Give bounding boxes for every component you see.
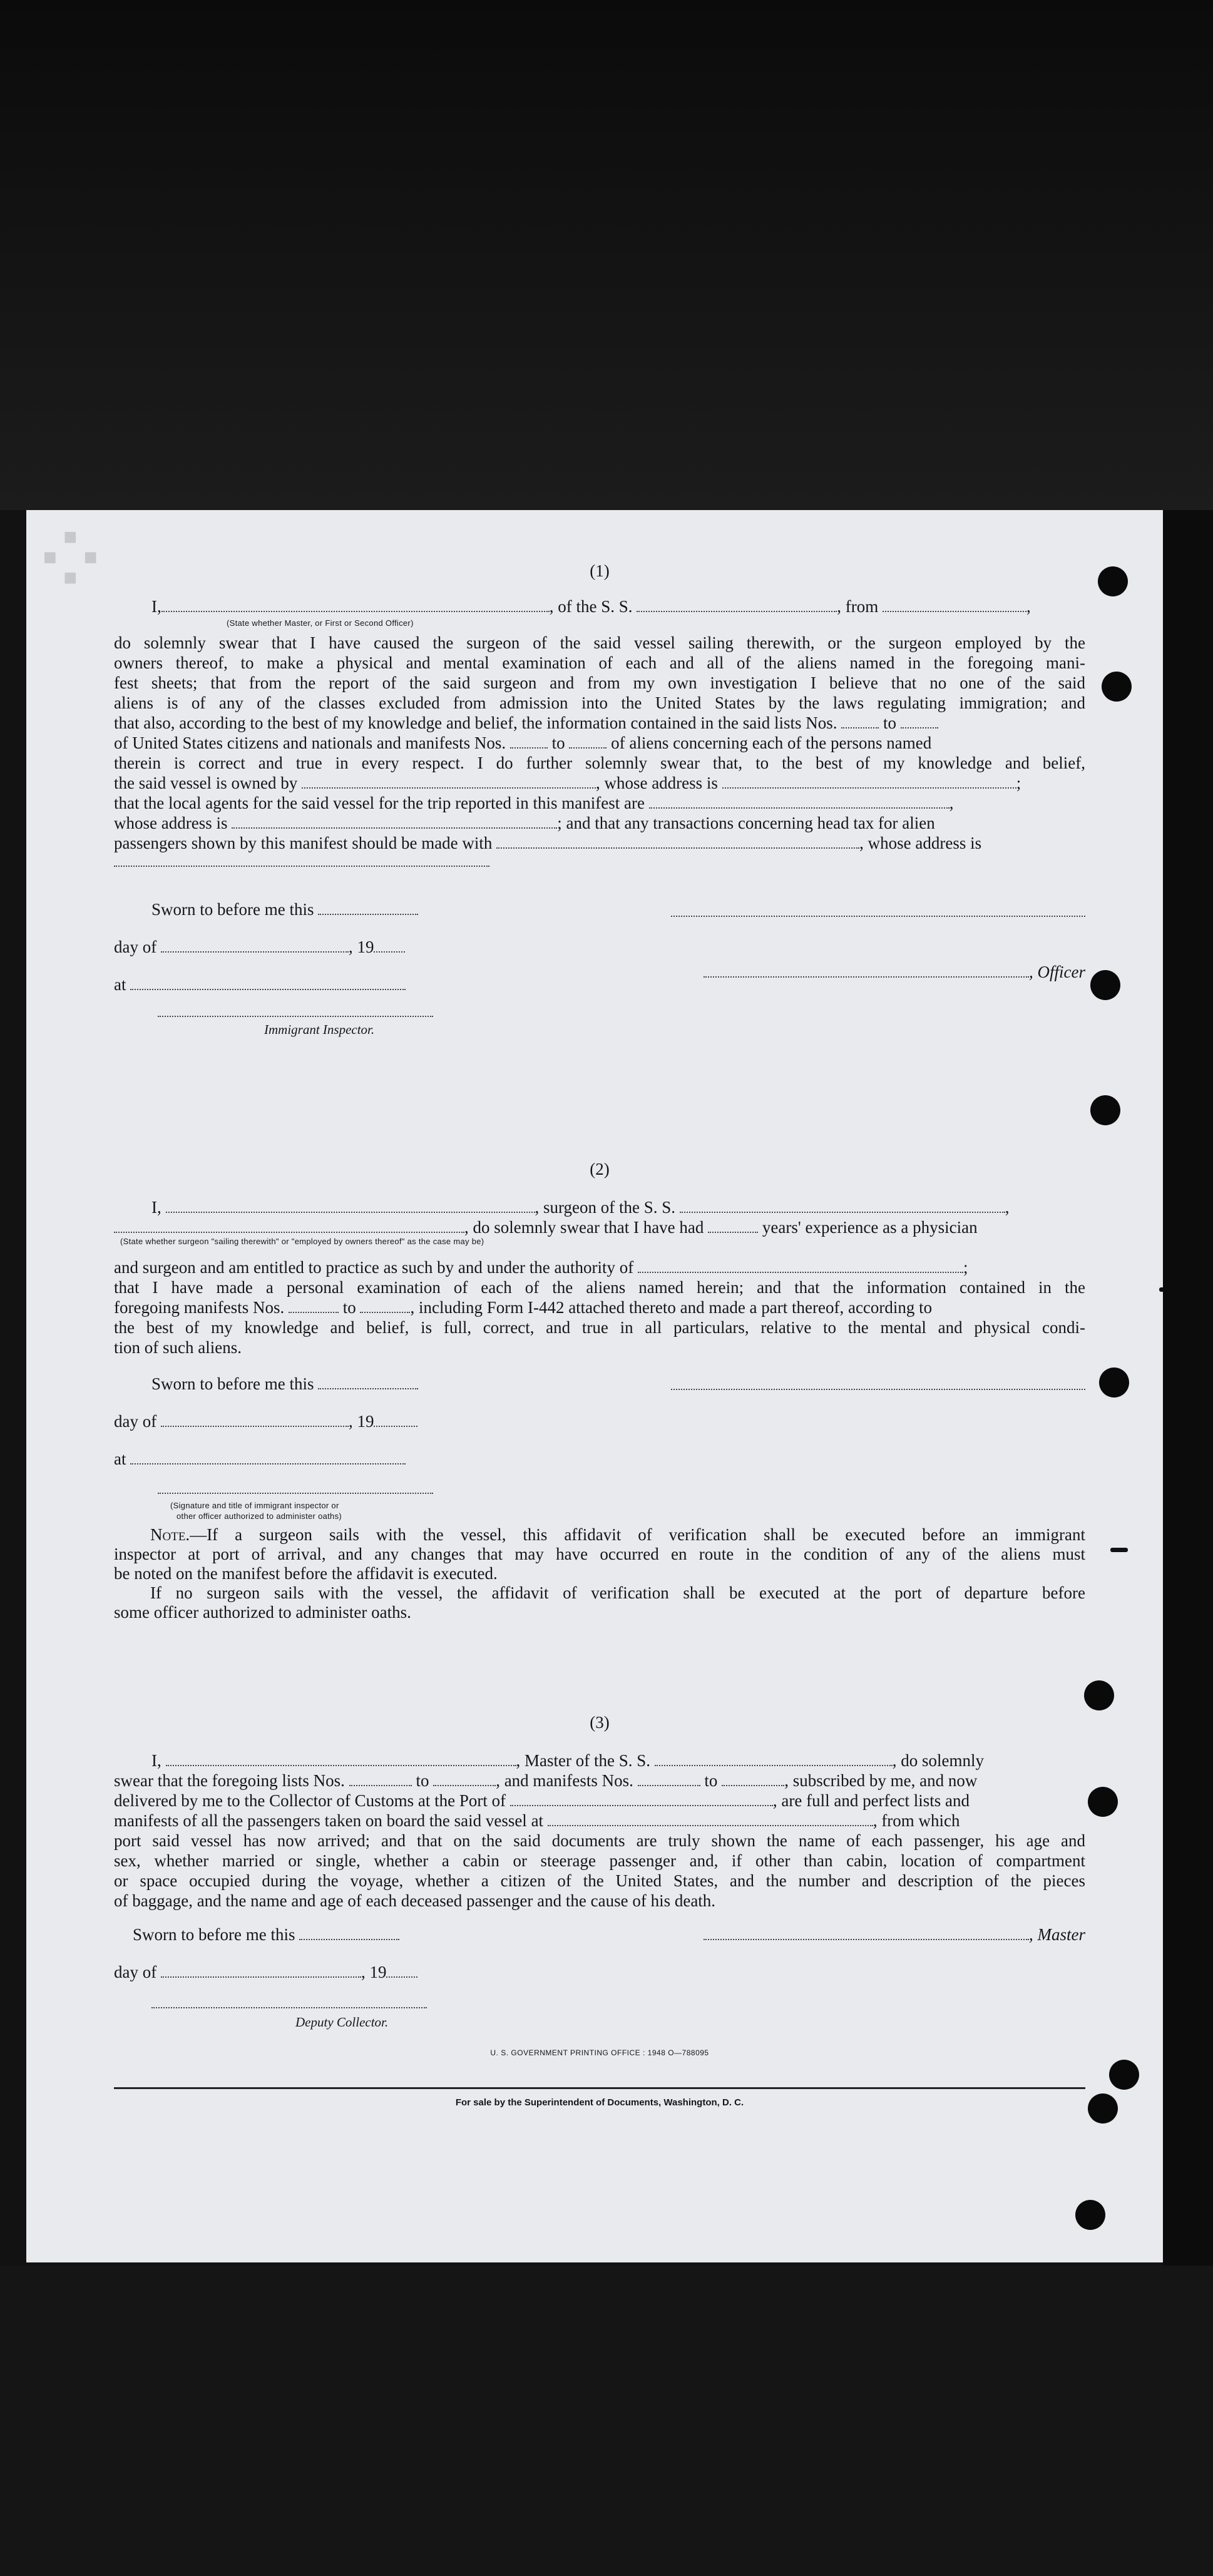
head-tax-contact-blank[interactable] (496, 834, 859, 849)
surgeon-name-blank[interactable] (166, 1198, 535, 1213)
section-number: (1) (590, 561, 610, 580)
lists-to-blank[interactable] (433, 1771, 496, 1786)
oath-line: sex, whether married or single, whether a cabin or steerage passenger and, if other than cabin, location of compartment (114, 1851, 1085, 1870)
master-signature-line: , Master (671, 1924, 1085, 1945)
vessel-name-blank[interactable] (637, 597, 837, 612)
oath-line: I, , of the S. S. , from , (151, 597, 1031, 616)
punch-hole (1088, 1787, 1118, 1817)
place-blank[interactable] (130, 975, 406, 990)
vessel-name-blank[interactable] (680, 1198, 1005, 1213)
oath-line: that the local agents for the said vessel for the trip reported in this manifest are , (114, 794, 954, 812)
oath-line: of baggage, and the name and age of each deceased passenger and the cause of his death. (114, 1891, 716, 1910)
oath-line: the best of my knowledge and belief, is full, correct, and true in all particulars, relative to the mental and physical condi- (114, 1318, 1085, 1337)
jurat-line: Sworn to before me this (114, 1374, 1085, 1394)
oath-line: or space occupied during the voyage, whether a citizen of the United States, and the number and description of the pieces (114, 1871, 1085, 1890)
oath-line: swear that the foregoing lists Nos. to , and manifests Nos. to , subscribed by me, and now (114, 1771, 978, 1790)
manifests-to-blank[interactable] (569, 733, 606, 749)
manifests-from-blank[interactable] (510, 733, 548, 749)
manifests-from-blank[interactable] (289, 1298, 339, 1313)
oath-line: the said vessel is owned by , whose address is ; (114, 774, 1021, 792)
lists-from-blank[interactable] (349, 1771, 412, 1786)
master-name-blank[interactable] (161, 597, 550, 612)
year-blank[interactable] (374, 938, 405, 953)
section-number: (3) (590, 1713, 610, 1732)
film-border-top (0, 0, 1213, 510)
oath-line: of United States citizens and nationals and manifests Nos. to of aliens concerning each of the persons named (114, 733, 932, 752)
master-name-blank[interactable] (166, 1751, 516, 1766)
film-border-right (1163, 510, 1213, 2266)
surgeon-status-caption: (State whether surgeon "sailing therewith" or "employed by owners thereof" as the case may be) (120, 1237, 484, 1246)
manifest-affidavit-page (26, 510, 1163, 2262)
oath-line: I, , Master of the S. S. , do solemnly (151, 1751, 984, 1770)
signature-caption: (Signature and title of immigrant inspector or (170, 1501, 339, 1510)
master-signature-blank[interactable] (704, 1925, 1029, 1940)
jurat-line: day of , 19 (114, 1411, 1085, 1431)
oath-line: tion of such aliens. (114, 1338, 242, 1357)
footer-rule (114, 2087, 1085, 2089)
signature-caption: other officer authorized to administer oaths) (177, 1511, 342, 1521)
sworn-day-blank[interactable] (299, 1925, 399, 1940)
inspector-signature-blank[interactable] (158, 1016, 433, 1017)
departure-port-blank[interactable] (883, 597, 1026, 612)
jurat-line: Sworn to before me this (114, 1924, 1085, 1945)
punch-hole (1099, 1367, 1129, 1398)
manifests-to-blank[interactable] (360, 1298, 410, 1313)
punch-hole (1075, 2200, 1105, 2230)
month-blank[interactable] (161, 1412, 349, 1427)
oath-line: passengers shown by this manifest should be made with , whose address is (114, 834, 982, 852)
years-experience-blank[interactable] (708, 1218, 758, 1233)
jurat-line: Sworn to before me this (114, 899, 1085, 919)
owner-address-blank[interactable] (722, 774, 1016, 789)
licensing-authority-blank[interactable] (638, 1258, 963, 1273)
officer-signature-blank[interactable] (671, 916, 1085, 917)
oath-line: , do solemnly swear that I have had years' experience as a physician (114, 1217, 1085, 1237)
arrival-port-blank[interactable] (510, 1791, 773, 1806)
sworn-day-blank[interactable] (318, 1374, 418, 1389)
note-paragraph: Note.—If a surgeon sails with the vessel, this affidavit of verification shall be executed before an immigrant inspector at port of arrival, and any changes that may have occurred en route in the condition of any of the aliens must be noted on the manifest before the affidavit is executed. If no surgeon sails with the vessel, the affidavit of verification shall be executed at the port of departure before some officer authorized to administer oaths. (114, 1525, 1085, 1622)
punch-hole (1102, 672, 1132, 702)
oath-line: and surgeon and am entitled to practice as such by and under the authority of ; (114, 1258, 968, 1277)
film-mark (1110, 1548, 1128, 1552)
film-border-bottom (0, 2266, 1213, 2576)
vessel-name-blank[interactable] (655, 1751, 893, 1766)
jurat-line: at (114, 974, 1085, 994)
printing-imprint: U. S. GOVERNMENT PRINTING OFFICE : 1948 O—788095 (490, 2048, 709, 2057)
manifests-from-blank[interactable] (638, 1771, 700, 1786)
oath-line: I, , surgeon of the S. S. , (151, 1198, 1010, 1217)
for-sale-notice: For sale by the Superintendent of Documents, Washington, D. C. (455, 2097, 744, 2108)
surgeon-signature-blank[interactable] (671, 1389, 1085, 1390)
film-mark (1159, 1287, 1163, 1292)
place-blank[interactable] (130, 1449, 406, 1464)
owner-blank[interactable] (302, 774, 596, 789)
oath-line: that I have made a personal examination of each of the aliens named herein; and that the information contained in the (114, 1278, 1085, 1297)
oath-line: that also, according to the best of my knowledge and belief, the information contained in the said lists Nos. to (114, 713, 1085, 733)
address-continuation-blank[interactable] (114, 866, 489, 867)
bleed-through-mark: ⁘ (39, 516, 102, 603)
punch-hole (1090, 970, 1120, 1000)
embarkation-port-blank[interactable] (548, 1811, 873, 1826)
year-blank[interactable] (374, 1412, 417, 1427)
master-title-caption: (State whether Master, or First or Second Officer) (227, 618, 414, 628)
oath-line: port said vessel has now arrived; and that on the said documents are truly shown the name of each passenger, his age and (114, 1831, 1085, 1850)
manifests-to-blank[interactable] (722, 1771, 784, 1786)
deputy-signature-blank[interactable] (151, 2007, 427, 2008)
punch-hole (1088, 2093, 1118, 2124)
lists-from-blank[interactable] (841, 713, 879, 728)
punch-hole (1084, 1680, 1114, 1710)
deputy-caption: Deputy Collector. (295, 2015, 389, 2030)
punch-hole (1109, 2060, 1139, 2090)
officer-title-line: , Officer (671, 962, 1085, 982)
month-blank[interactable] (161, 1963, 361, 1978)
surgeon-status-blank[interactable] (114, 1218, 464, 1233)
oath-line: foregoing manifests Nos. to , including Form I-442 attached thereto and made a part thereof, according to (114, 1298, 933, 1317)
year-blank[interactable] (386, 1963, 417, 1978)
oath-line: aliens is of any of the classes excluded from admission into the United States by the laws regulating immigration; and (114, 693, 1085, 712)
lists-to-blank[interactable] (901, 713, 938, 728)
local-agents-blank[interactable] (649, 794, 949, 809)
oath-line: owners thereof, to make a physical and mental examination of each and all of the aliens named in the foregoing mani- (114, 653, 1085, 672)
oath-line: manifests of all the passengers taken on board the said vessel at , from which (114, 1811, 960, 1830)
oath-line: whose address is ; and that any transactions concerning head tax for alien (114, 814, 935, 832)
oath-line: do solemnly swear that I have caused the surgeon of the said vessel sailing therewith, or the surgeon employed by the (114, 633, 1085, 652)
jurat-line: at (114, 1449, 1085, 1469)
section-number: (2) (590, 1160, 610, 1178)
jurat-line: day of , 19 (114, 1962, 1085, 1982)
punch-hole (1090, 1095, 1120, 1125)
oath-line: fest sheets; that from the report of the said surgeon and from my own investigation I believe that no one of the said (114, 673, 1085, 692)
inspector-caption: Immigrant Inspector. (264, 1022, 375, 1037)
sworn-day-blank[interactable] (318, 900, 418, 915)
agents-address-blank[interactable] (232, 814, 557, 829)
oath-line: therein is correct and true in every respect. I do further solemnly swear that, to the best of my knowledge and belief, (114, 754, 1085, 772)
jurat-line: day of , 19 (114, 937, 1085, 957)
punch-hole (1098, 566, 1128, 596)
oath-line: delivered by me to the Collector of Customs at the Port of , are full and perfect lists and (114, 1791, 970, 1810)
inspector-signature-blank[interactable] (158, 1493, 433, 1494)
month-blank[interactable] (161, 938, 349, 953)
